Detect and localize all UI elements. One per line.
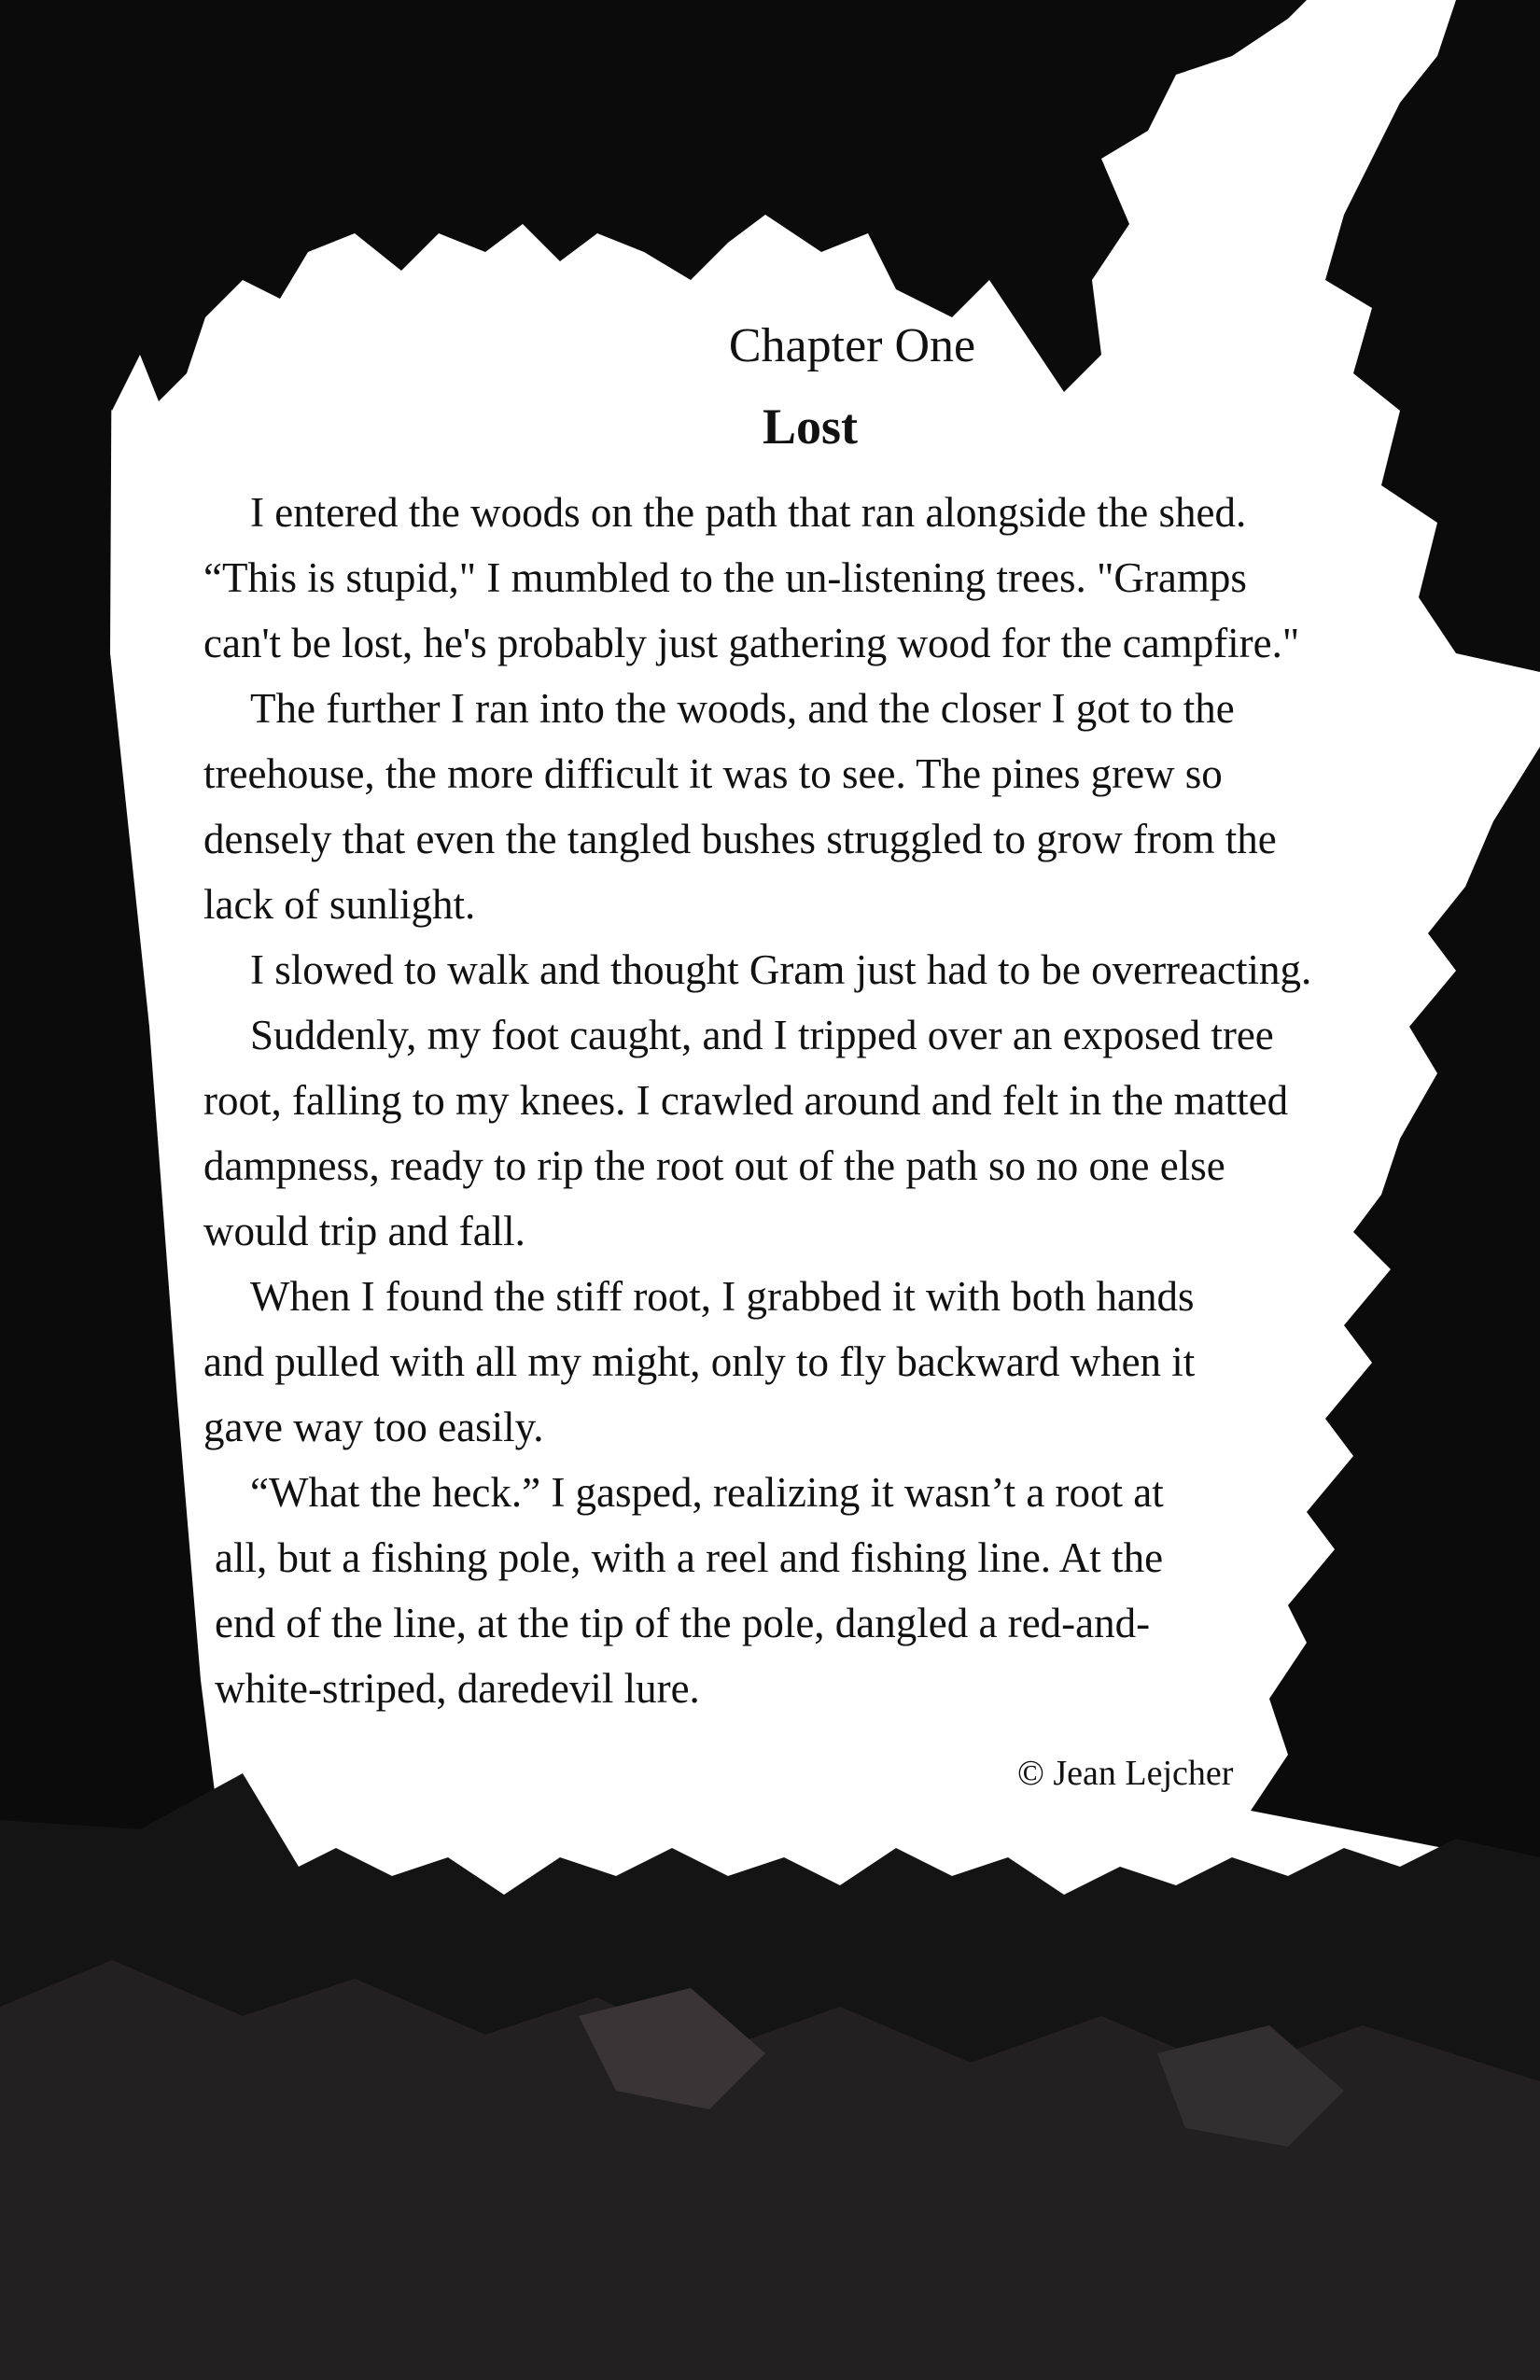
story-line: treehouse, the more difficult it was to see. The pines grew so bbox=[203, 750, 1223, 797]
story-line: can't be lost, he's probably just gathering wood for the campfire." bbox=[203, 620, 1300, 666]
story-line: and pulled with all my might, only to fly backward when it bbox=[203, 1338, 1196, 1385]
story-line: gave way too easily. bbox=[203, 1404, 544, 1450]
chapter-label: Chapter One bbox=[728, 319, 976, 372]
chapter-title: Lost bbox=[762, 399, 858, 455]
story-line: all, but a fishing pole, with a reel and fishing line. At the bbox=[215, 1534, 1164, 1581]
story-line: white-striped, daredevil lure. bbox=[215, 1665, 700, 1712]
story-line: would trip and fall. bbox=[203, 1208, 525, 1254]
story-line: densely that even the tangled bushes struggled to grow from the bbox=[203, 816, 1277, 862]
story-line: When I found the stiff root, I grabbed it with both hands bbox=[250, 1273, 1195, 1320]
copyright-credit: © Jean Lejcher bbox=[1017, 1754, 1234, 1793]
story-line: Suddenly, my foot caught, and I tripped over an exposed tree bbox=[250, 1012, 1274, 1058]
story-line: I slowed to walk and thought Gram just had to be overreacting. bbox=[250, 946, 1312, 993]
story-body bbox=[203, 480, 1417, 1721]
story-line: end of the line, at the tip of the pole, dangled a red-and- bbox=[215, 1600, 1151, 1646]
story-line: “What the heck.” I gasped, realizing it wasn’t a root at bbox=[250, 1469, 1164, 1516]
story-line: I entered the woods on the path that ran alongside the shed. bbox=[250, 489, 1247, 536]
story-line: lack of sunlight. bbox=[203, 881, 476, 928]
story-line: The further I ran into the woods, and the closer I got to the bbox=[250, 685, 1235, 732]
chapter-text-frame bbox=[203, 317, 1417, 1721]
story-line: root, falling to my knees. I crawled around and felt in the matted bbox=[203, 1077, 1289, 1124]
story-line: “This is stupid," I mumbled to the un-listening trees. "Gramps bbox=[203, 554, 1247, 601]
story-line: dampness, ready to rip the root out of the path so no one else bbox=[203, 1142, 1225, 1189]
